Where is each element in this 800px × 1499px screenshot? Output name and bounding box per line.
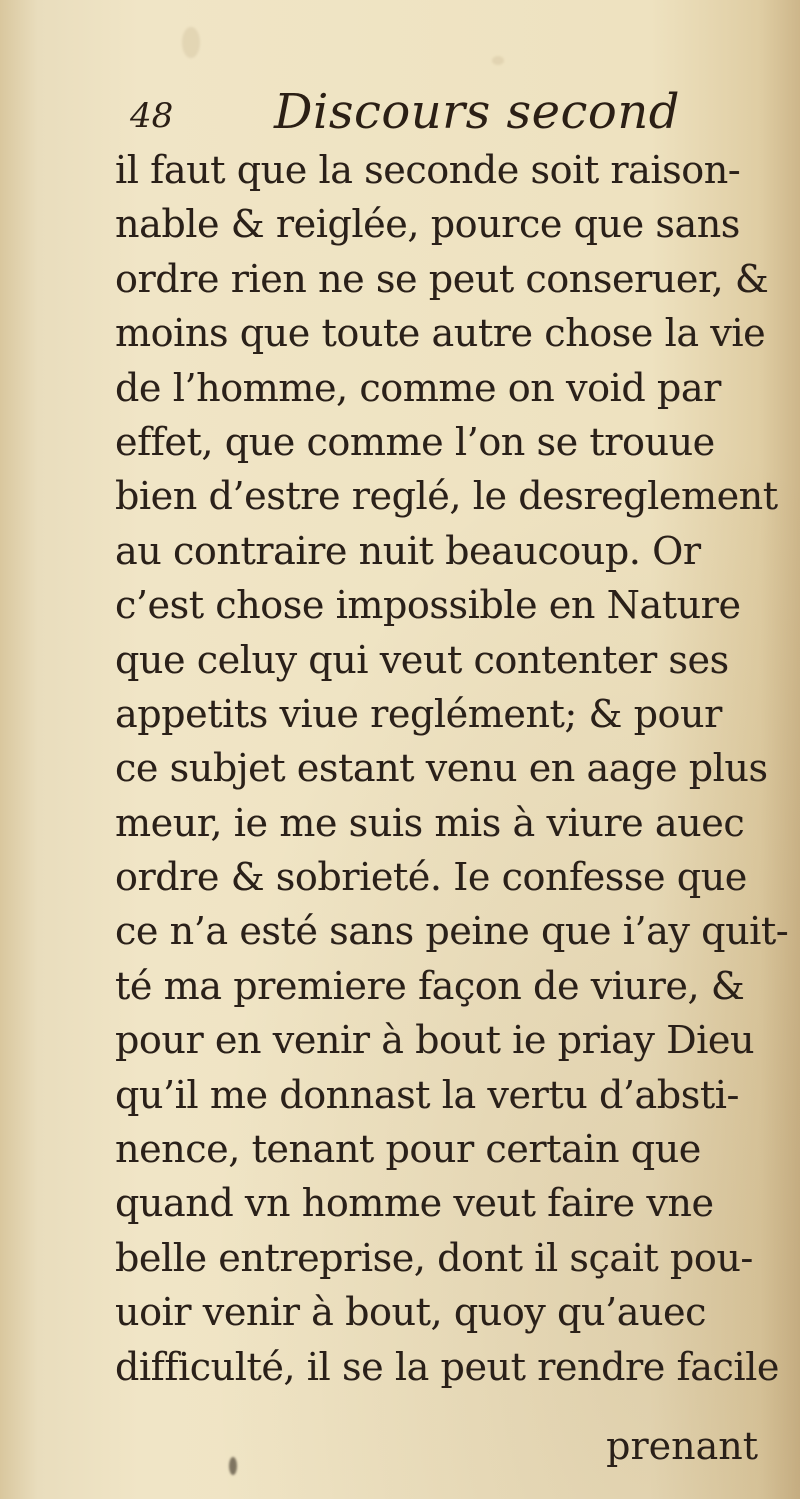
catchword: prenant xyxy=(606,1424,758,1468)
paper-stain xyxy=(182,27,200,58)
page-number: 48 xyxy=(130,96,174,136)
text-line: nable & reiglée, pource que sans xyxy=(115,202,740,247)
text-line: difficulté, il se la peut rendre facile xyxy=(115,1344,779,1389)
text-line: ce subjet estant venu en aage plus xyxy=(115,746,768,791)
text-line: appetits viue reglément; & pour xyxy=(115,691,722,736)
paper-stain xyxy=(229,1457,237,1475)
text-line: c’est chose impossible en Nature xyxy=(115,583,741,628)
text-line: effet, que comme l’on se trouue xyxy=(115,419,715,464)
text-line: uoir venir à bout, quoy qu’auec xyxy=(115,1290,707,1335)
paper-stain xyxy=(492,56,504,65)
text-line: moins que toute autre chose la vie xyxy=(115,311,766,356)
text-line: té ma premiere façon de viure, & xyxy=(115,963,745,1008)
text-line: ce n’a esté sans peine que i’ay quit- xyxy=(115,909,789,954)
body-text xyxy=(115,143,789,1394)
running-title: Discours second xyxy=(274,84,680,140)
text-line: ordre rien ne se peut conseruer, & xyxy=(115,256,769,301)
text-line: nence, tenant pour certain que xyxy=(115,1127,701,1172)
text-line: que celuy qui veut contenter ses xyxy=(115,637,729,682)
text-line: bien d’estre reglé, le desreglement xyxy=(115,474,778,519)
text-line: qu’il me donnast la vertu d’absti- xyxy=(115,1072,739,1117)
text-line: de l’homme, comme on void par xyxy=(115,365,721,410)
text-line: quand vn homme veut faire vne xyxy=(115,1181,714,1226)
text-line: meur, ie me suis mis à viure auec xyxy=(115,800,745,845)
text-line: ordre & sobrieté. Ie confesse que xyxy=(115,855,747,900)
text-line: il faut que la seconde soit raison- xyxy=(115,148,741,192)
text-line: au contraire nuit beaucoup. Or xyxy=(115,528,701,573)
text-line: belle entreprise, dont il sçait pou- xyxy=(115,1235,753,1280)
page-header xyxy=(118,82,718,150)
text-line: pour en venir à bout ie priay Dieu xyxy=(115,1018,755,1063)
